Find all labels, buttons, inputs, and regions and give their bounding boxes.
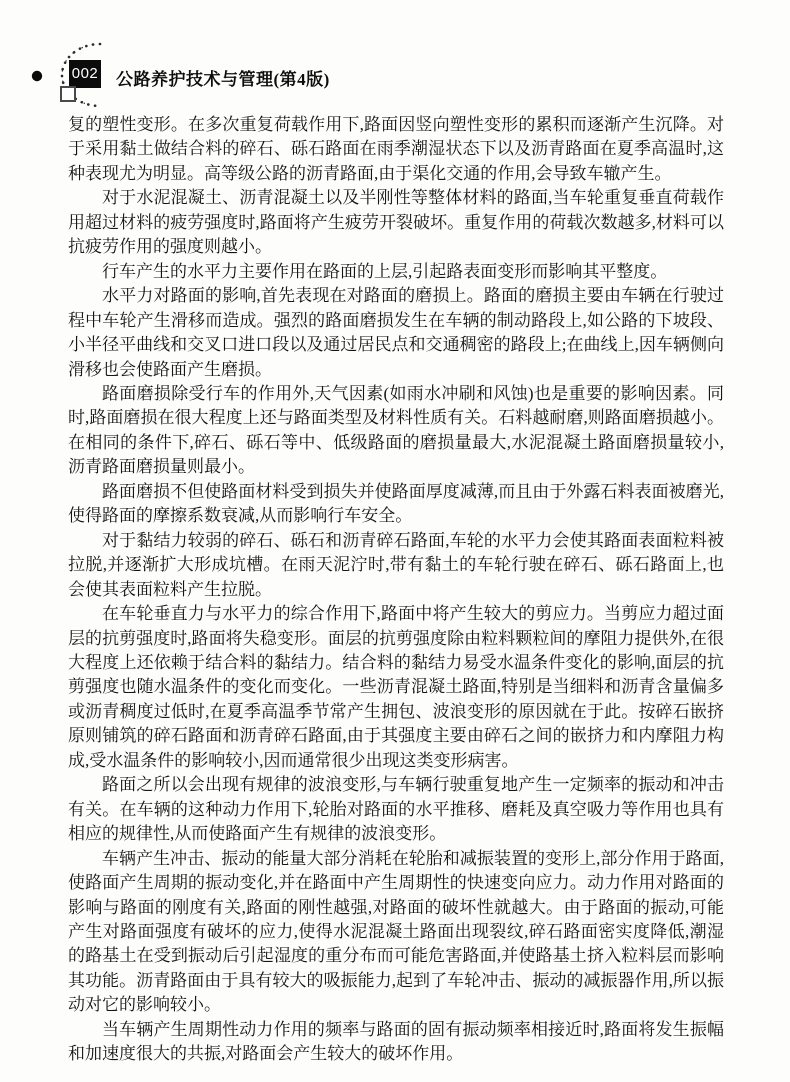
paragraph: 复的塑性变形。在多次重复荷载作用下,路面因竖向塑性变形的累积而逐渐产生沉降。对于采用黏土做结合料的碎石、砾石路面在雨季潮湿状态下以及沥青路面在夏季高温时,这种表现尤为明显。高等级公路的沥青路面,由于渠化交通的作用,会导致车辙产生。 [68, 115, 724, 183]
paragraph: 车辆产生冲击、振动的能量大部分消耗在轮胎和减振装置的变形上,部分作用于路面,使路面产生周期的振动变化,并在路面中产生周期性的快速变向应力。动力作用对路面的影响与路面的刚度有关,路面的刚性越强,对路面的破坏性就越大。由于路面的振动,可能产生对路面强度有破坏的应力,使得水泥混凝土路面出现裂纹,碎石路面密实度降低,潮湿的路基土在受到振动后引起湿度的重分布而可能危害路面,并使路基土挤入粒料层而影响其功能。沥青路面由于具有较大的吸振能力,起到了车轮冲击、振动的减振器作用,所以振动对它的影响较小。 [68, 848, 724, 1015]
paragraph: 对于水泥混凝土、沥青混凝土以及半刚性等整体材料的路面,当车轮重复垂直荷载作用超过材料的疲劳强度时,路面将产生疲劳开裂破坏。重复作用的荷载次数越多,材料可以抗疲劳作用的强度则越小。 [68, 188, 724, 257]
paragraph: 水平力对路面的影响,首先表现在对路面的磨损上。路面的磨损主要由车辆在行驶过程中车轮产生滑移而造成。强烈的路面磨损发生在车辆的制动路段上,如公路的下坡段、小半径平曲线和交叉口进口段以及通过居民点和交通稠密的路段上;在曲线上,因车辆侧向滑移也会使路面产生磨损。 [68, 286, 724, 379]
paragraph: 路面磨损不但使路面材料受到损失并使路面厚度减薄,而且由于外露石料表面被磨光,使得路面的摩擦系数衰减,从而影响行车安全。 [68, 481, 724, 526]
black-dot-icon [32, 71, 42, 81]
white-square-decoration-icon [60, 86, 76, 102]
paragraph: 路面之所以会出现有规律的波浪变形,与车辆行驶重复地产生一定频率的振动和冲击有关。在车辆的这种动力作用下,轮胎对路面的水平推移、磨耗及真空吸力等作用也具有相应的规律性,从而使路面产生有规律的波浪变形。 [68, 775, 724, 844]
page-body-text [68, 113, 724, 1067]
paragraph: 当车辆产生周期性动力作用的频率与路面的固有振动频率相接近时,路面将发生振幅和加速度很大的共振,对路面会产生较大的破坏作用。 [68, 1019, 724, 1064]
page-number-badge [69, 60, 101, 88]
paragraph: 行车产生的水平力主要作用在路面的上层,引起路表面变形而影响其平整度。 [102, 261, 668, 281]
paragraph: 对于黏结力较弱的碎石、砾石和沥青碎石路面,车轮的水平力会使其路面表面粒料被拉脱,并逐渐扩大形成坑槽。在雨天泥泞时,带有黏土的车轮行驶在碎石、砾石路面上,也会使其表面粒料产生拉脱。 [68, 530, 724, 599]
paragraph: 路面磨损除受行车的作用外,天气因素(如雨水冲刷和风蚀)也是重要的影响因素。同时,路面磨损在很大程度上还与路面类型及材料性质有关。石料越耐磨,则路面磨损越小。在相同的条件下,碎石、砾石等中、低级路面的磨损量最大,水泥混凝土路面磨损量较小,沥青路面磨损量则最小。 [68, 383, 724, 477]
page-number: 002 [71, 65, 99, 82]
page-header [0, 0, 790, 110]
paragraph: 在车轮垂直力与水平力的综合作用下,路面中将产生较大的剪应力。当剪应力超过面层的抗剪强度时,路面将失稳变形。面层的抗剪强度除由粒料颗粒间的摩阻力提供外,在很大程度上还依赖于结合料的黏结力。结合料的黏结力易受水温条件变化的影响,面层的抗剪强度也随水温条件的变化而变化。一些沥青混凝土路面,特别是当细料和沥青含量偏多或沥青稠度过低时,在夏季高温季节常产生拥包、波浪变形的原因就在于此。按碎石嵌挤原则铺筑的碎石路面和沥青碎石路面,由于其强度主要由碎石之间的嵌挤力和内摩阻力构成,受水温条件的影响较小,因而通常很少出现这类变形病害。 [68, 604, 724, 770]
book-title: 公路养护技术与管理(第4版) [116, 70, 330, 89]
